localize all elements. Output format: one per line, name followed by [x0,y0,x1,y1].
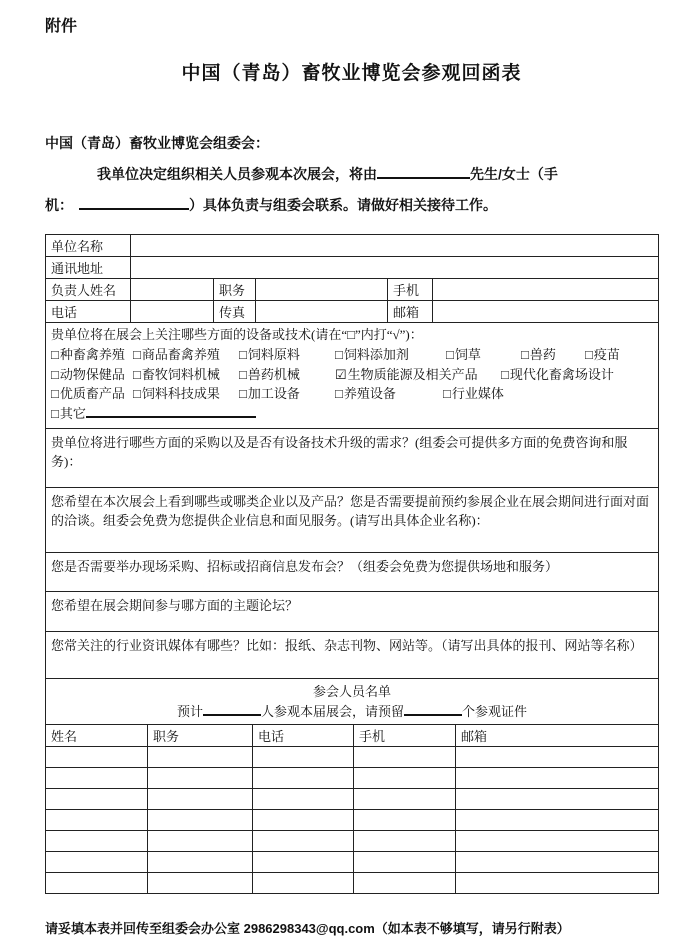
interest-section-row [46,323,659,429]
checkbox-label: 其它 [59,405,86,421]
mobile-label: 手机 [388,279,433,301]
question-text: 贵单位将进行哪些方面的采购以及是否有设备技术升级的需求？(组委会可提供多方面的免费咨询和服务)： [51,434,628,469]
roster-empty-cell[interactable] [253,746,354,767]
checkbox-icon[interactable]: □ [239,347,247,362]
checkbox-label: 优质畜产品 [59,386,125,401]
question-media-cell[interactable] [46,631,659,678]
mobile-blank-field[interactable] [79,197,189,210]
question-row [46,631,659,678]
roster-empty-cell[interactable] [46,809,148,830]
checkbox-item[interactable] [51,365,133,385]
roster-empty-rows [46,746,659,893]
question-procurement-cell[interactable] [46,428,659,487]
estimate-text: 人参观本届展会，请预留 [261,703,405,719]
badge-count-blank-field[interactable] [404,703,462,716]
company-name-field[interactable] [131,235,659,257]
roster-col-mobile: 手机 [354,724,456,746]
question-text: 您希望在展会期间参与哪方面的主题论坛？ [51,597,299,613]
checkbox-label: 饲料原料 [247,347,300,362]
roster-table [45,678,659,894]
checkbox-icon[interactable]: □ [51,366,59,382]
roster-empty-cell[interactable] [456,788,659,809]
checkbox-label: 饲料科技成果 [141,386,220,401]
roster-empty-cell[interactable] [148,746,253,767]
roster-empty-row [46,767,659,788]
checkbox-icon[interactable]: □ [521,347,529,362]
intro-line-2 [45,159,658,190]
roster-empty-cell[interactable] [354,851,456,872]
roster-empty-cell[interactable] [354,746,456,767]
checkbox-item[interactable] [335,384,443,404]
address-row [46,257,659,279]
checkbox-label: 商品畜禽养殖 [141,347,220,362]
checkbox-item[interactable] [51,384,133,404]
intro-text-pre: 我单位决定组织相关人员参观本次展会，将由 [97,166,377,182]
fax-label: 传真 [214,301,256,323]
checkbox-label: 现代化畜禽场设计 [509,366,614,382]
intro-text-pre: 机： [45,197,73,213]
roster-empty-row [46,788,659,809]
contact-row [46,279,659,301]
checkbox-checked-icon[interactable]: ☑ [335,366,347,382]
checkbox-label: 养殖设备 [343,386,396,401]
intro-line-3 [45,190,658,221]
checkbox-icon[interactable]: □ [133,386,141,401]
checkbox-icon[interactable]: □ [51,347,59,362]
roster-empty-cell[interactable] [148,809,253,830]
checkbox-row [51,345,653,365]
checkbox-label: 畜牧饲料机械 [141,366,220,382]
question-row [46,591,659,631]
checkbox-other-row [51,404,653,424]
checkbox-item[interactable] [585,345,653,365]
checkbox-item[interactable] [521,345,585,365]
interest-question: 贵单位将在展会上关注哪些方面的设备或技术(请在“□”内打“√”)： [51,327,423,342]
roster-empty-cell[interactable] [148,788,253,809]
roster-empty-cell[interactable] [456,767,659,788]
roster-empty-cell[interactable] [46,872,148,893]
checkbox-icon[interactable]: □ [335,347,343,362]
checkbox-label: 疫苗 [593,347,620,362]
checkbox-icon[interactable]: □ [335,386,343,401]
question-text: 您常关注的行业资讯媒体有哪些？比如：报纸、杂志刊物、网站等。（请写出具体的报刊、网站等名称） [51,637,643,653]
checkbox-label: 饲料添加剂 [343,347,409,362]
checkbox-icon[interactable]: □ [51,405,59,421]
intro-paragraph [45,128,658,221]
roster-empty-cell[interactable] [354,830,456,851]
checkbox-item[interactable] [51,345,133,365]
roster-empty-cell[interactable] [456,872,659,893]
checkbox-label: 生物质能源及相关产品 [347,366,478,382]
contact-name-field[interactable] [131,279,214,301]
estimate-text: 个参观证件 [462,703,528,719]
roster-col-position: 职务 [148,724,253,746]
roster-empty-row [46,851,659,872]
info-table [45,234,659,679]
checkbox-icon[interactable]: □ [133,366,141,382]
checkbox-icon[interactable]: □ [239,366,247,382]
roster-empty-cell[interactable] [46,767,148,788]
roster-empty-cell[interactable] [148,830,253,851]
phone-label: 电话 [46,301,131,323]
intro-text-post: 先生/女士（手 [470,166,558,182]
footer-note: 请妥填本表并回传至组委会办公室 2986298343@qq.com（如本表不够填写，请另行附表） [45,920,570,936]
roster-empty-row [46,746,659,767]
checkbox-item[interactable] [133,384,239,404]
checkbox-label: 饲草 [454,347,481,362]
checkbox-label: 行业媒体 [451,386,504,401]
roster-estimate-line [48,702,656,722]
roster-empty-cell[interactable] [253,872,354,893]
mobile-field[interactable] [433,279,659,301]
checkbox-row [51,384,653,404]
roster-column-header-row [46,724,659,746]
roster-empty-cell[interactable] [253,851,354,872]
roster-empty-row [46,809,659,830]
page-title: 中国（青岛）畜牧业博览会参观回函表 [181,63,522,84]
question-row [46,487,659,552]
checkbox-label: 加工设备 [247,386,300,401]
question-text: 您是否需要举办现场采购、招标或招商信息发布会？（组委会免费为您提供场地和服务） [51,558,559,574]
roster-col-email: 邮箱 [456,724,659,746]
checkbox-icon[interactable]: □ [51,386,59,401]
checkbox-icon[interactable]: □ [446,347,454,362]
checkbox-icon[interactable]: □ [239,386,247,401]
roster-empty-cell[interactable] [148,872,253,893]
checkbox-item[interactable] [443,384,653,404]
roster-empty-cell[interactable] [46,830,148,851]
roster-empty-cell[interactable] [46,851,148,872]
checkbox-row [51,365,653,385]
roster-empty-cell[interactable] [253,767,354,788]
company-name-label: 单位名称 [46,235,131,257]
question-forum-cell[interactable] [46,591,659,631]
checkbox-label: 兽药 [529,347,556,362]
company-name-row [46,235,659,257]
roster-empty-cell[interactable] [148,767,253,788]
roster-header-section [46,678,659,724]
address-field[interactable] [131,257,659,279]
roster-header [46,678,659,724]
roster-empty-cell[interactable] [354,809,456,830]
roster-col-phone: 电话 [253,724,354,746]
question-row [46,428,659,487]
roster-empty-cell[interactable] [253,830,354,851]
email-field[interactable] [433,301,659,323]
checkbox-label: 种畜禽养殖 [59,347,125,362]
checkbox-item[interactable] [239,345,335,365]
question-text: 您希望在本次展会上看到哪些或哪类企业以及产品？您是否需要提前预约参展企业在展会期间进行面对面的洽谈。组委会免费为您提供企业信息和面见服务。(请写出具体企业名称)： [51,493,650,528]
interest-section [46,323,659,429]
roster-empty-cell[interactable] [46,788,148,809]
question-press-conference-cell[interactable] [46,552,659,591]
checkbox-item[interactable] [239,365,335,385]
roster-title: 参会人员名单 [313,683,392,699]
email-label: 邮箱 [388,301,433,323]
contact-name-label: 负责人姓名 [46,279,131,301]
roster-empty-row [46,830,659,851]
other-blank-field[interactable] [86,405,256,418]
salutation: 中国（青岛）畜牧业博览会组委会： [45,135,269,151]
position-field[interactable] [256,279,388,301]
checkbox-label: 兽药机械 [247,366,300,382]
visitor-count-blank-field[interactable] [203,703,261,716]
roster-empty-cell[interactable] [354,872,456,893]
roster-empty-cell[interactable] [456,746,659,767]
intro-text-post: ）具体负责与组委会联系。请做好相关接待工作。 [189,197,497,213]
roster-empty-cell[interactable] [354,767,456,788]
checkbox-icon[interactable]: □ [501,366,509,382]
roster-empty-cell[interactable] [253,809,354,830]
checkbox-item[interactable] [239,384,335,404]
phone-field[interactable] [131,301,214,323]
roster-empty-cell[interactable] [148,851,253,872]
roster-empty-cell[interactable] [456,830,659,851]
checkbox-label: 动物保健品 [59,366,125,382]
checkbox-item[interactable] [335,365,501,385]
roster-col-name: 姓名 [46,724,148,746]
roster-empty-cell[interactable] [354,788,456,809]
fax-field[interactable] [256,301,388,323]
checkbox-item[interactable] [133,345,239,365]
checkbox-item[interactable] [501,365,653,385]
address-label: 通讯地址 [46,257,131,279]
checkbox-item[interactable] [133,365,239,385]
checkbox-item[interactable] [335,345,446,365]
checkbox-icon[interactable]: □ [133,347,141,362]
roster-empty-row [46,872,659,893]
roster-empty-cell[interactable] [456,851,659,872]
checkbox-icon[interactable]: □ [443,386,451,401]
estimate-text: 预计 [177,703,204,719]
position-label: 职务 [214,279,256,301]
question-row [46,552,659,591]
checkbox-icon[interactable]: □ [585,347,593,362]
responsible-name-blank-field[interactable] [377,166,470,179]
checkbox-item[interactable] [446,345,521,365]
attachment-label: 附件 [45,18,78,35]
question-companies-cell[interactable] [46,487,659,552]
roster-empty-cell[interactable] [253,788,354,809]
roster-empty-cell[interactable] [456,809,659,830]
phone-row [46,301,659,323]
roster-empty-cell[interactable] [46,746,148,767]
